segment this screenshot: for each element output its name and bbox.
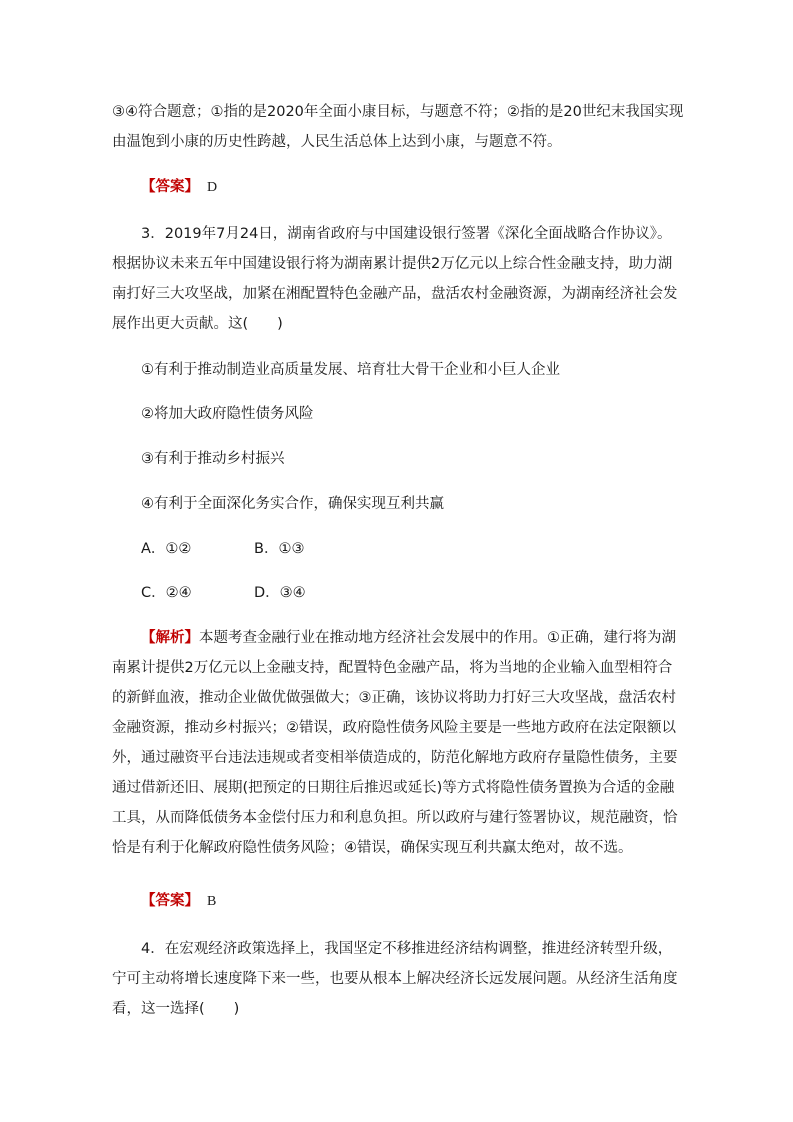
answer-tag: 【答案】 [141,179,199,195]
question-3-stem: 3．2019年7月24日，湖南省政府与中国建设银行签署《深化全面战略合作协议》。根据协议未来五年中国建设银行将为湖南累计提供2万亿元以上综合性金融支持，助力湖南打好三大攻坚战，加紧在湘配置特色金融产品，盘活农村金融资源，为湖南经济社会发展作出更大贡献。这( ) [112,226,678,332]
q3-item-2: ②将加大政府隐性债务风险 [141,406,314,422]
q3-item-3: ③有利于推动乡村振兴 [141,451,285,467]
option-c: C．②④ [141,585,192,601]
q3-analysis [112,623,684,863]
q3-options-row-1 [141,534,367,564]
answer-value: B [207,894,217,909]
analysis-text: 本题考查金融行业在推动地方经济社会发展中的作用。①正确，建行将为湖南累计提供2万亿元以上金融支持，配置特色金融产品，将为当地的企业输入血型相符合的新鲜血液，推动企业做优做强做大；③正确，该协议将助力打好三大攻坚战，盘活农村金融资源，推动乡村振兴；②错误，政府隐性债务风险主要是一些地方政府在法定限额以外，通过融资平台违法违规或者变相举债造成的，防范化解地方政府存量隐性债务，主要通过借新还旧、展期(把预定的日期往后推迟或延长)等方式将隐性债务置换为合适的金融工具，从而降低债务本金偿付压力和利息负担。所以政府与建行签署协议，规范融资，恰恰是有利于化解政府隐性债务风险；④错误，确保实现互利共赢太绝对，故不选。 [112,630,678,856]
option-b: B．①③ [254,541,305,557]
answer-tag: 【答案】 [141,893,199,909]
prev-explanation: ③④符合题意；①指的是2020年全面小康目标，与题意不符；②指的是20世纪末我国实现由温饱到小康的历史性跨越，人民生活总体上达到小康，与题意不符。 [112,104,684,150]
answer-value: D [207,180,218,195]
q3-answer [112,886,684,917]
q3-item-1: ①有利于推动制造业高质量发展、培育壮大骨干企业和小巨人企业 [141,362,560,378]
prev-answer [112,172,684,203]
option-a: A．①② [141,541,192,557]
option-d: D．③④ [254,585,306,601]
q3-item-4: ④有利于全面深化务实合作，确保实现互利共赢 [141,496,444,512]
analysis-tag: 【解析】 [141,630,199,646]
question-4-stem: 4．在宏观经济政策选择上，我国坚定不移推进经济结构调整，推进经济转型升级，宁可主动将增长速度降下来一些，也要从根本上解决经济长远发展问题。从经济生活角度看，这一选择( ) [112,941,678,1017]
q3-options-row-2 [141,578,367,608]
